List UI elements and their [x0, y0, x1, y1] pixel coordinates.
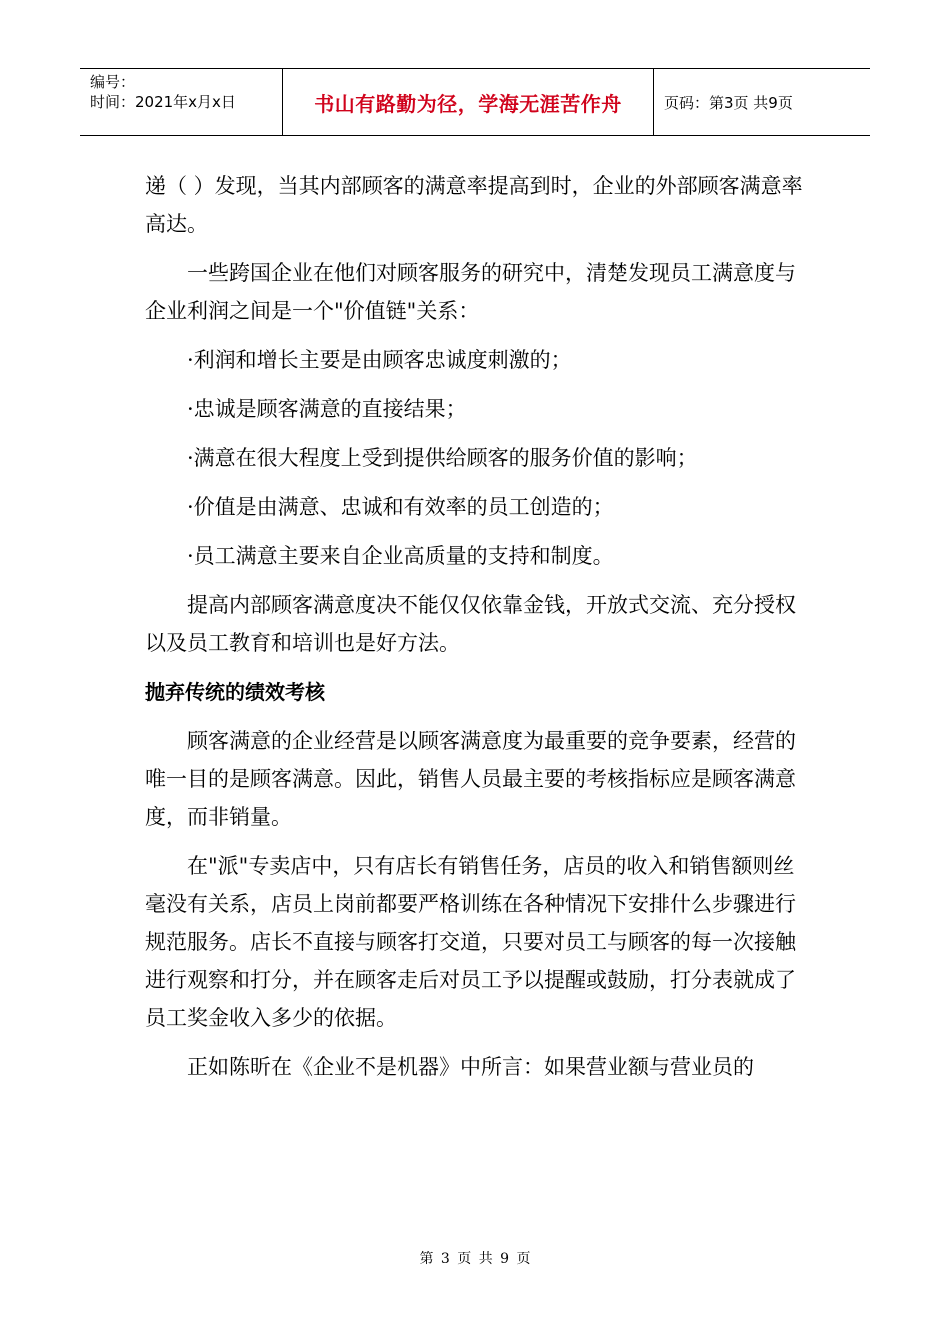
bullet-item: ·员工满意主要来自企业高质量的支持和制度。 [187, 544, 614, 568]
bullet-item: ·忠诚是顾客满意的直接结果； [187, 397, 467, 421]
paragraph: 递（ ）发现，当其内部顾客的满意率提高到时，企业的外部顾客满意率高达。 [145, 174, 803, 236]
bullet-item: ·利润和增长主要是由顾客忠诚度刺激的； [187, 348, 572, 372]
document-body [145, 167, 810, 1097]
document-number-label: 编号： [90, 73, 136, 91]
header-motto-cell [282, 69, 654, 135]
section-heading: 抛弃传统的绩效考核 [145, 680, 325, 704]
header-meta [80, 69, 282, 135]
paragraph: 顾客满意的企业经营是以顾客满意度为最重要的竞争要素，经营的唯一目的是顾客满意。因此，销售人员最主要的考核指标应是顾客满意度，而非销量。 [145, 729, 796, 829]
footer-page-number: 第 3 页 共 9 页 [419, 1251, 531, 1267]
header-page-cell [654, 69, 870, 135]
page-footer [0, 1248, 950, 1268]
header-page-number: 页码：第3页 共9页 [664, 93, 793, 112]
bullet-item: ·满意在很大程度上受到提供给顾客的服务价值的影响； [187, 446, 698, 470]
header-motto: 书山有路勤为径，学海无涯苦作舟 [314, 91, 622, 116]
paragraph: 提高内部顾客满意度决不能仅仅依靠金钱，开放式交流、充分授权以及员工教育和培训也是好方法。 [145, 593, 796, 655]
paragraph: 一些跨国企业在他们对顾客服务的研究中，清楚发现员工满意度与企业利润之间是一个"价值链"关系： [145, 261, 796, 323]
page-header [80, 68, 870, 136]
paragraph: 在"派"专卖店中，只有店长有销售任务，店员的收入和销售额则丝毫没有关系，店员上岗前都要严格训练在各种情况下安排什么步骤进行规范服务。店长不直接与顾客打交道，只要对员工与顾客的每一次接触进行观察和打分，并在顾客走后对员工予以提醒或鼓励，打分表就成了员工奖金收入多少的依据。 [145, 854, 796, 1030]
paragraph: 正如陈昕在《企业不是机器》中所言：如果营业额与营业员的 [187, 1055, 754, 1079]
bullet-item: ·价值是由满意、忠诚和有效率的员工创造的； [187, 495, 614, 519]
document-date-label: 时间：2021年x月x日 [90, 93, 236, 111]
